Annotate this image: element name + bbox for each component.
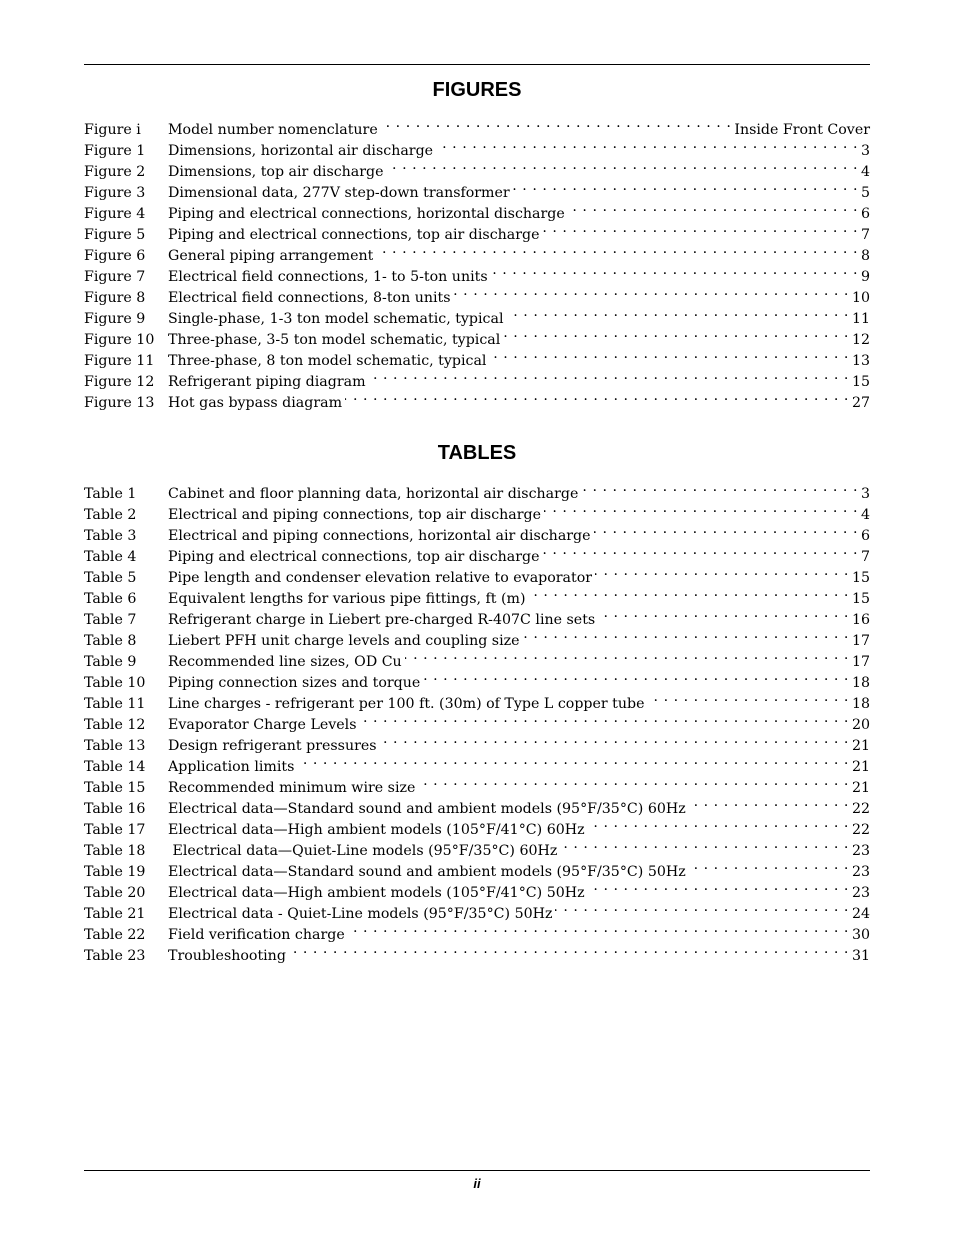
figure-title: Model number nomenclature	[168, 122, 378, 138]
table-page-number: 23	[851, 864, 870, 880]
figures-heading: FIGURES	[432, 79, 522, 101]
table-number: Table 23	[84, 948, 146, 964]
figure-title: Dimensions, horizontal air discharge	[168, 143, 434, 159]
figure-page-number: 9	[860, 269, 870, 285]
figure-title: Piping and electrical connections, horizontal discharge	[168, 206, 565, 222]
table-title: Piping and electrical connections, top air discharge	[168, 549, 540, 565]
dot-leader	[376, 239, 858, 260]
table-page-number: 4	[860, 507, 870, 523]
figure-page-number: 8	[860, 248, 870, 264]
table-number: Table 4	[84, 549, 137, 565]
table-page-number: 15	[851, 570, 870, 586]
table-page-number: 6	[860, 528, 870, 544]
figure-page-number: 13	[851, 353, 870, 369]
tables-list	[84, 477, 870, 964]
figure-title: Single-phase, 1-3 ton model schematic, typical	[168, 311, 504, 327]
table-number: Table 14	[84, 759, 146, 775]
figure-title: Electrical field connections, 8-ton units	[168, 290, 451, 306]
table-number: Table 9	[84, 654, 137, 670]
table-title: Line charges - refrigerant per 100 ft. (30m) of Type L copper tube	[168, 696, 645, 712]
table-number: Table 8	[84, 633, 137, 649]
table-number: Table 5	[84, 570, 137, 586]
table-entry[interactable]	[84, 477, 870, 502]
table-page-number: 18	[851, 696, 870, 712]
figure-page-number: 10	[851, 290, 870, 306]
table-page-number: 16	[851, 612, 870, 628]
dot-leader	[436, 134, 858, 155]
table-title: Troubleshooting	[168, 948, 286, 964]
table-number: Table 3	[84, 528, 137, 544]
figure-number: Figure 11	[84, 353, 155, 369]
figure-page-number: Inside Front Cover	[734, 122, 870, 138]
table-title: Equivalent lengths for various pipe fittings, ft (m)	[168, 591, 526, 607]
table-number: Table 19	[84, 864, 146, 880]
table-number: Table 7	[84, 612, 137, 628]
figure-page-number: 6	[860, 206, 870, 222]
dot-leader	[595, 561, 849, 582]
table-number: Table 12	[84, 717, 146, 733]
table-title: Liebert PFH unit charge levels and coupling size	[168, 633, 520, 649]
dot-leader	[491, 260, 858, 281]
figure-title: Dimensional data, 277V step-down transformer	[168, 185, 510, 201]
figure-title: Piping and electrical connections, top air discharge	[168, 227, 540, 243]
table-page-number: 31	[851, 948, 870, 964]
dot-leader	[543, 218, 858, 239]
table-page-number: 23	[851, 885, 870, 901]
figure-title: Dimensions, top air discharge	[168, 164, 384, 180]
table-title: Electrical and piping connections, top air discharge	[168, 507, 542, 523]
dot-leader	[523, 624, 849, 645]
figure-page-number: 12	[851, 332, 870, 348]
figure-page-number: 5	[860, 185, 870, 201]
table-number: Table 11	[84, 696, 146, 712]
top-rule	[84, 64, 870, 65]
figure-page-number: 7	[860, 227, 870, 243]
table-title: Design refrigerant pressures	[168, 738, 377, 754]
dot-leader	[689, 792, 849, 813]
dot-leader	[360, 708, 849, 729]
table-number: Table 6	[84, 591, 137, 607]
figure-title: Refrigerant piping diagram	[168, 374, 366, 390]
dot-leader	[543, 540, 858, 561]
figure-number: Figure 10	[84, 332, 155, 348]
table-page-number: 17	[851, 654, 870, 670]
dot-leader	[689, 855, 849, 876]
dot-leader	[381, 113, 732, 134]
dot-leader	[581, 477, 858, 498]
table-title: Electrical data—Quiet-Line models (95°F/35°C) 60Hz	[168, 843, 558, 859]
figure-number: Figure 13	[84, 395, 155, 411]
figure-number: Figure 2	[84, 164, 146, 180]
dot-leader	[348, 918, 849, 939]
dot-leader	[598, 603, 849, 624]
dot-leader	[648, 687, 849, 708]
table-title: Refrigerant charge in Liebert pre-charged R-407C line sets	[168, 612, 596, 628]
dot-leader	[503, 323, 849, 344]
dot-leader	[454, 281, 849, 302]
table-title: Cabinet and floor planning data, horizontal air discharge	[168, 486, 579, 502]
table-title: Electrical data—High ambient models (105°F/41°C) 50Hz	[168, 885, 585, 901]
table-number: Table 16	[84, 801, 146, 817]
table-title: Electrical data—Standard sound and ambient models (95°F/35°C) 50Hz	[168, 864, 686, 880]
figure-number: Figure 1	[84, 143, 146, 159]
dot-leader	[405, 645, 849, 666]
page-number: ii	[473, 1176, 481, 1191]
figure-title: General piping arrangement	[168, 248, 374, 264]
dot-leader	[568, 197, 858, 218]
table-page-number: 22	[851, 801, 870, 817]
figure-page-number: 11	[851, 311, 870, 327]
figure-number: Figure 3	[84, 185, 146, 201]
table-number: Table 10	[84, 675, 146, 691]
table-number: Table 17	[84, 822, 146, 838]
table-title: Evaporator Charge Levels	[168, 717, 357, 733]
figure-page-number: 3	[860, 143, 870, 159]
table-number: Table 1	[84, 486, 137, 502]
table-page-number: 21	[851, 780, 870, 796]
dot-leader	[588, 813, 849, 834]
table-page-number: 23	[851, 843, 870, 859]
tables-heading: TABLES	[437, 442, 517, 464]
dot-leader	[588, 876, 849, 897]
table-number: Table 21	[84, 906, 146, 922]
table-title: Electrical data—Standard sound and ambient models (95°F/35°C) 60Hz	[168, 801, 686, 817]
figure-title: Three-phase, 8 ton model schematic, typical	[168, 353, 487, 369]
figure-number: Figure 8	[84, 290, 146, 306]
dot-leader	[369, 365, 849, 386]
figure-title: Electrical field connections, 1- to 5-ton units	[168, 269, 488, 285]
dot-leader	[560, 834, 849, 855]
table-page-number: 22	[851, 822, 870, 838]
table-page-number: 20	[851, 717, 870, 733]
table-page-number: 18	[851, 675, 870, 691]
figure-entry[interactable]	[84, 113, 870, 138]
table-number: Table 15	[84, 780, 146, 796]
figure-page-number: 4	[860, 164, 870, 180]
table-page-number: 30	[851, 927, 870, 943]
table-title: Electrical data—High ambient models (105°F/41°C) 60Hz	[168, 822, 585, 838]
table-page-number: 15	[851, 591, 870, 607]
table-title: Recommended line sizes, OD Cu	[168, 654, 402, 670]
table-page-number: 24	[851, 906, 870, 922]
dot-leader	[297, 750, 849, 771]
dot-leader	[387, 155, 858, 176]
table-title: Recommended minimum wire size	[168, 780, 416, 796]
figures-list	[84, 113, 870, 411]
table-number: Table 13	[84, 738, 146, 754]
figure-title: Three-phase, 3-5 ton model schematic, typical	[168, 332, 501, 348]
table-number: Table 18	[84, 843, 146, 859]
table-title: Field verification charge	[168, 927, 345, 943]
dot-leader	[289, 939, 849, 960]
dot-leader	[555, 897, 848, 918]
figure-number: Figure 12	[84, 374, 155, 390]
figure-title: Hot gas bypass diagram	[168, 395, 343, 411]
table-number: Table 22	[84, 927, 146, 943]
table-number: Table 2	[84, 507, 137, 523]
figure-number: Figure 5	[84, 227, 146, 243]
figure-number: Figure i	[84, 122, 141, 138]
dot-leader	[544, 498, 858, 519]
figure-number: Figure 4	[84, 206, 146, 222]
figure-page-number: 27	[851, 395, 870, 411]
table-title: Pipe length and condenser elevation relative to evaporator	[168, 570, 593, 586]
table-number: Table 20	[84, 885, 146, 901]
dot-leader	[594, 519, 858, 540]
table-page-number: 3	[860, 486, 870, 502]
bottom-rule	[84, 1170, 870, 1171]
table-page-number: 17	[851, 633, 870, 649]
dot-leader	[418, 771, 849, 792]
table-page-number: 21	[851, 738, 870, 754]
figure-number: Figure 9	[84, 311, 146, 327]
dot-leader	[507, 302, 849, 323]
figure-number: Figure 6	[84, 248, 146, 264]
table-title: Application limits	[168, 759, 295, 775]
table-title: Piping connection sizes and torque	[168, 675, 421, 691]
dot-leader	[345, 386, 849, 407]
dot-leader	[423, 666, 849, 687]
dot-leader	[529, 582, 849, 603]
table-page-number: 7	[860, 549, 870, 565]
figure-number: Figure 7	[84, 269, 146, 285]
table-title: Electrical data - Quiet-Line models (95°F/35°C) 50Hz	[168, 906, 553, 922]
dot-leader	[380, 729, 849, 750]
figure-page-number: 15	[851, 374, 870, 390]
table-title: Electrical and piping connections, horizontal air discharge	[168, 528, 591, 544]
dot-leader	[489, 344, 848, 365]
dot-leader	[513, 176, 858, 197]
table-page-number: 21	[851, 759, 870, 775]
